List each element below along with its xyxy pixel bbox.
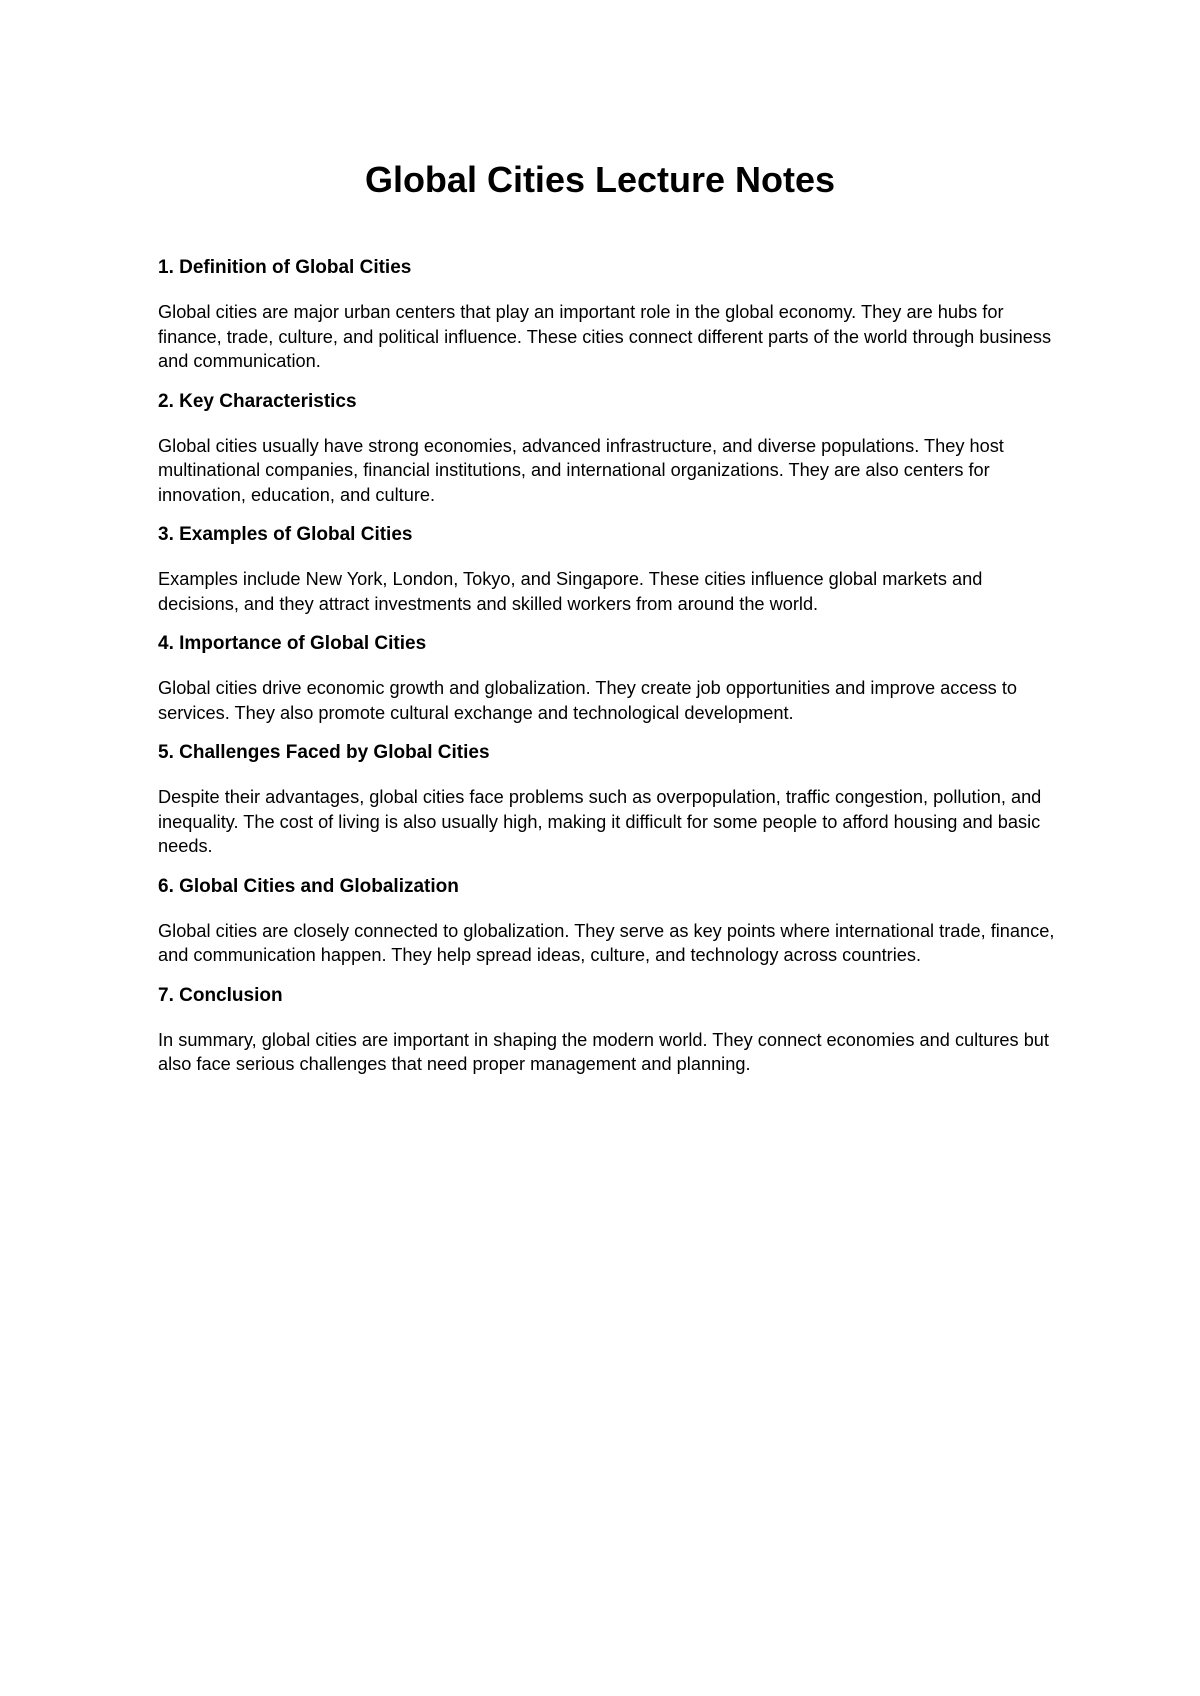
section-heading: 2. Key Characteristics [158,390,357,412]
section-heading: 4. Importance of Global Cities [158,633,427,654]
document-content [158,256,1058,1093]
section-paragraph: Despite their advantages, global cities face problems such as overpopulation, traffic congestion, pollution, and inequality. The cost of living is also usually high, making it difficult for some people to afford housing and basic needs. [158,787,1042,856]
section-heading: 3. Examples of Global Cities [158,524,413,545]
section-conclusion [158,984,1058,1077]
section-paragraph: Global cities are closely connected to globalization. They serve as key points where international trade, finance, and communication happen. They help spread ideas, culture, and technology across countries. [158,920,1055,965]
section-importance [158,632,1058,725]
section-heading: 7. Conclusion [158,984,283,1006]
section-paragraph: Global cities drive economic growth and globalization. They create job opportunities and improve access to services. They also promote cultural exchange and technological development. [158,678,1017,723]
section-paragraph: Global cities are major urban centers that play an important role in the global economy. They are hubs for finance, trade, culture, and political influence. These cities connect different parts of the world through business and communication. [158,302,1052,371]
section-heading: 6. Global Cities and Globalization [158,875,459,897]
section-heading: 5. Challenges Faced by Global Cities [158,742,490,763]
section-paragraph: In summary, global cities are important in shaping the modern world. They connect economies and cultures but also face serious challenges that need proper management and planning. [158,1029,1049,1074]
section-challenges [158,741,1058,859]
section-paragraph: Global cities usually have strong economies, advanced infrastructure, and diverse populations. They host multinational companies, financial institutions, and international organizations. They are also centers for innovation, education, and culture. [158,435,1004,505]
section-heading: 1. Definition of Global Cities [158,257,412,278]
section-examples [158,523,1058,616]
section-key-characteristics [158,390,1058,508]
document-title: Global Cities Lecture Notes [364,159,836,200]
section-paragraph: Examples include New York, London, Tokyo, and Singapore. These cities influence global markets and decisions, and they attract investments and skilled workers from around the world. [158,569,983,614]
section-definition [158,256,1058,374]
section-globalization [158,875,1058,968]
